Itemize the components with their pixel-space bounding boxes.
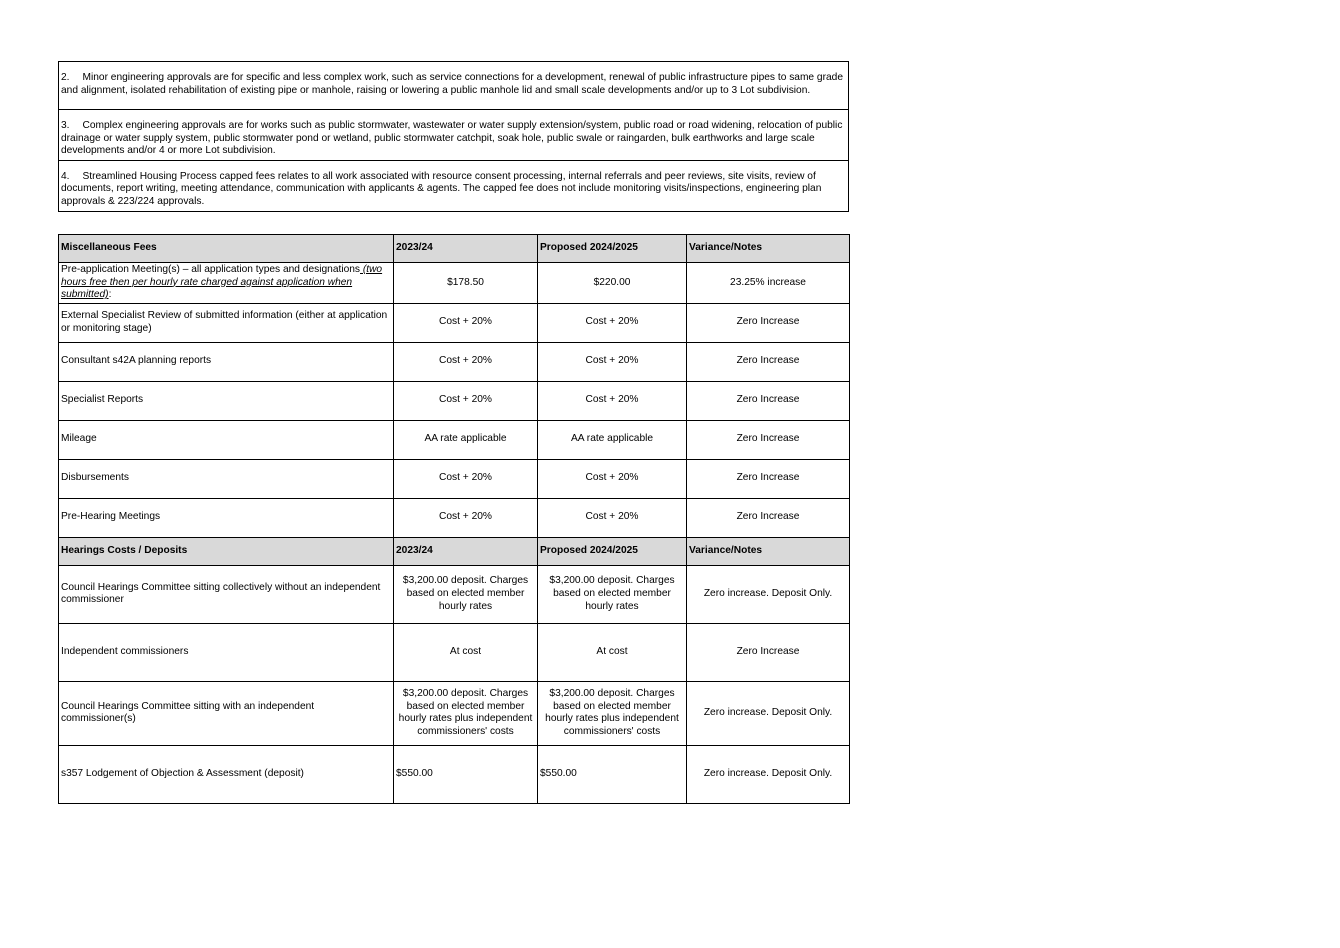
misc-header-title: Miscellaneous Fees xyxy=(59,235,394,263)
table-row xyxy=(59,420,850,459)
hearings-header-variance: Variance/Notes xyxy=(687,537,850,565)
notes-table xyxy=(58,61,849,212)
note-number: 2. xyxy=(61,72,70,83)
hearing-variance: Zero increase. Deposit Only. xyxy=(687,681,850,745)
fee-description-tail: : xyxy=(108,289,112,301)
fee-2023: Cost + 20% xyxy=(394,498,538,537)
fee-2024: Cost + 20% xyxy=(538,303,687,342)
note-number: 4. xyxy=(61,170,70,182)
hearing-2024: At cost xyxy=(538,623,687,681)
hearing-variance: Zero increase. Deposit Only. xyxy=(687,745,850,803)
note-text: Complex engineering approvals are for works such as public stormwater, wastewater or water supply extension/system, public road or road widening, relocation of public drainage or water supply system, public stormwater pond or wetland, public stormwater catchpit, soak hole, public swale or raingarden, bulk earthworks and large scale developments and/or 4 or more Lot subdivision. xyxy=(61,120,843,157)
note-cell xyxy=(59,62,849,110)
fee-description-note: (two hours free then per hourly rate charged against application when submitted) xyxy=(61,264,383,301)
hearings-header-2024: Proposed 2024/2025 xyxy=(538,537,687,565)
fee-variance: Zero Increase xyxy=(687,459,850,498)
hearing-2024: $550.00 xyxy=(538,745,687,803)
fee-2024: Cost + 20% xyxy=(538,381,687,420)
fee-2024: Cost + 20% xyxy=(538,342,687,381)
fee-variance: 23.25% increase xyxy=(687,263,850,304)
hearings-header-title: Hearings Costs / Deposits xyxy=(59,537,394,565)
fee-variance: Zero Increase xyxy=(687,498,850,537)
hearing-description: s357 Lodgement of Objection & Assessment (deposit) xyxy=(59,745,394,803)
fee-2023: Cost + 20% xyxy=(394,303,538,342)
fee-variance: Zero Increase xyxy=(687,381,850,420)
hearing-2023: $550.00 xyxy=(394,745,538,803)
table-row xyxy=(59,381,850,420)
fee-description: External Specialist Review of submitted information (either at application or monitoring stage) xyxy=(59,303,394,342)
table-row xyxy=(59,459,850,498)
misc-header-2024: Proposed 2024/2025 xyxy=(538,235,687,263)
hearing-description: Council Hearings Committee sitting with an independent commissioner(s) xyxy=(59,681,394,745)
table-row xyxy=(59,565,850,623)
fee-2023: AA rate applicable xyxy=(394,420,538,459)
fee-description-text: Pre-application Meeting(s) – all application types and designations xyxy=(61,264,361,275)
fee-2023: Cost + 20% xyxy=(394,381,538,420)
note-row xyxy=(59,62,849,110)
fee-description: Consultant s42A planning reports xyxy=(59,342,394,381)
table-row xyxy=(59,498,850,537)
hearings-header-2023: 2023/24 xyxy=(394,537,538,565)
fee-description: Specialist Reports xyxy=(59,381,394,420)
fee-2023: Cost + 20% xyxy=(394,342,538,381)
fees-table xyxy=(58,234,850,804)
note-number: 3. xyxy=(61,120,70,131)
fee-variance: Zero Increase xyxy=(687,303,850,342)
hearing-variance: Zero Increase xyxy=(687,623,850,681)
fee-description: Disbursements xyxy=(59,459,394,498)
fee-2023: Cost + 20% xyxy=(394,459,538,498)
note-text: Minor engineering approvals are for specific and less complex work, such as service connections for a development, renewal of public infrastructure pipes to same grade and alignment, isolated rehabilitation of existing pipe or manhole, raising or lowering a public manhole lid and small scale developments and/or up to 3 Lot subdivision. xyxy=(61,72,843,96)
misc-header-row xyxy=(59,235,850,263)
note-row xyxy=(59,160,849,211)
table-row xyxy=(59,623,850,681)
fee-2023: $178.50 xyxy=(394,263,538,304)
fee-description: Mileage xyxy=(59,420,394,459)
note-cell xyxy=(59,110,849,161)
hearing-variance: Zero increase. Deposit Only. xyxy=(687,565,850,623)
fee-2024: Cost + 20% xyxy=(538,459,687,498)
hearing-2023: At cost xyxy=(394,623,538,681)
hearing-2024: $3,200.00 deposit. Charges based on elected member hourly rates plus independent commissioners' costs xyxy=(538,681,687,745)
table-row xyxy=(59,745,850,803)
note-text: Streamlined Housing Process capped fees relates to all work associated with resource consent processing, internal referrals and peer reviews, site visits, review of documents, report writing, meeting attendance, communication with applicants & agents. The capped fee does not include monitoring visits/inspections, engineering plan approvals & 223/224 approvals. xyxy=(61,170,822,207)
hearing-description: Independent commissioners xyxy=(59,623,394,681)
fee-2024: Cost + 20% xyxy=(538,498,687,537)
note-cell xyxy=(59,160,849,211)
fee-description: Pre-Hearing Meetings xyxy=(59,498,394,537)
hearing-description: Council Hearings Committee sitting collectively without an independent commissioner xyxy=(59,565,394,623)
hearings-header-row xyxy=(59,537,850,565)
misc-header-2023: 2023/24 xyxy=(394,235,538,263)
note-row xyxy=(59,110,849,161)
hearing-2023: $3,200.00 deposit. Charges based on elected member hourly rates xyxy=(394,565,538,623)
fee-variance: Zero Increase xyxy=(687,420,850,459)
table-row xyxy=(59,263,850,304)
misc-header-variance: Variance/Notes xyxy=(687,235,850,263)
table-row xyxy=(59,342,850,381)
table-row xyxy=(59,681,850,745)
fee-variance: Zero Increase xyxy=(687,342,850,381)
fee-description xyxy=(59,263,394,304)
table-row xyxy=(59,303,850,342)
hearing-2024: $3,200.00 deposit. Charges based on elected member hourly rates xyxy=(538,565,687,623)
fee-2024: AA rate applicable xyxy=(538,420,687,459)
hearing-2023: $3,200.00 deposit. Charges based on elected member hourly rates plus independent commissioners' costs xyxy=(394,681,538,745)
fee-2024: $220.00 xyxy=(538,263,687,304)
